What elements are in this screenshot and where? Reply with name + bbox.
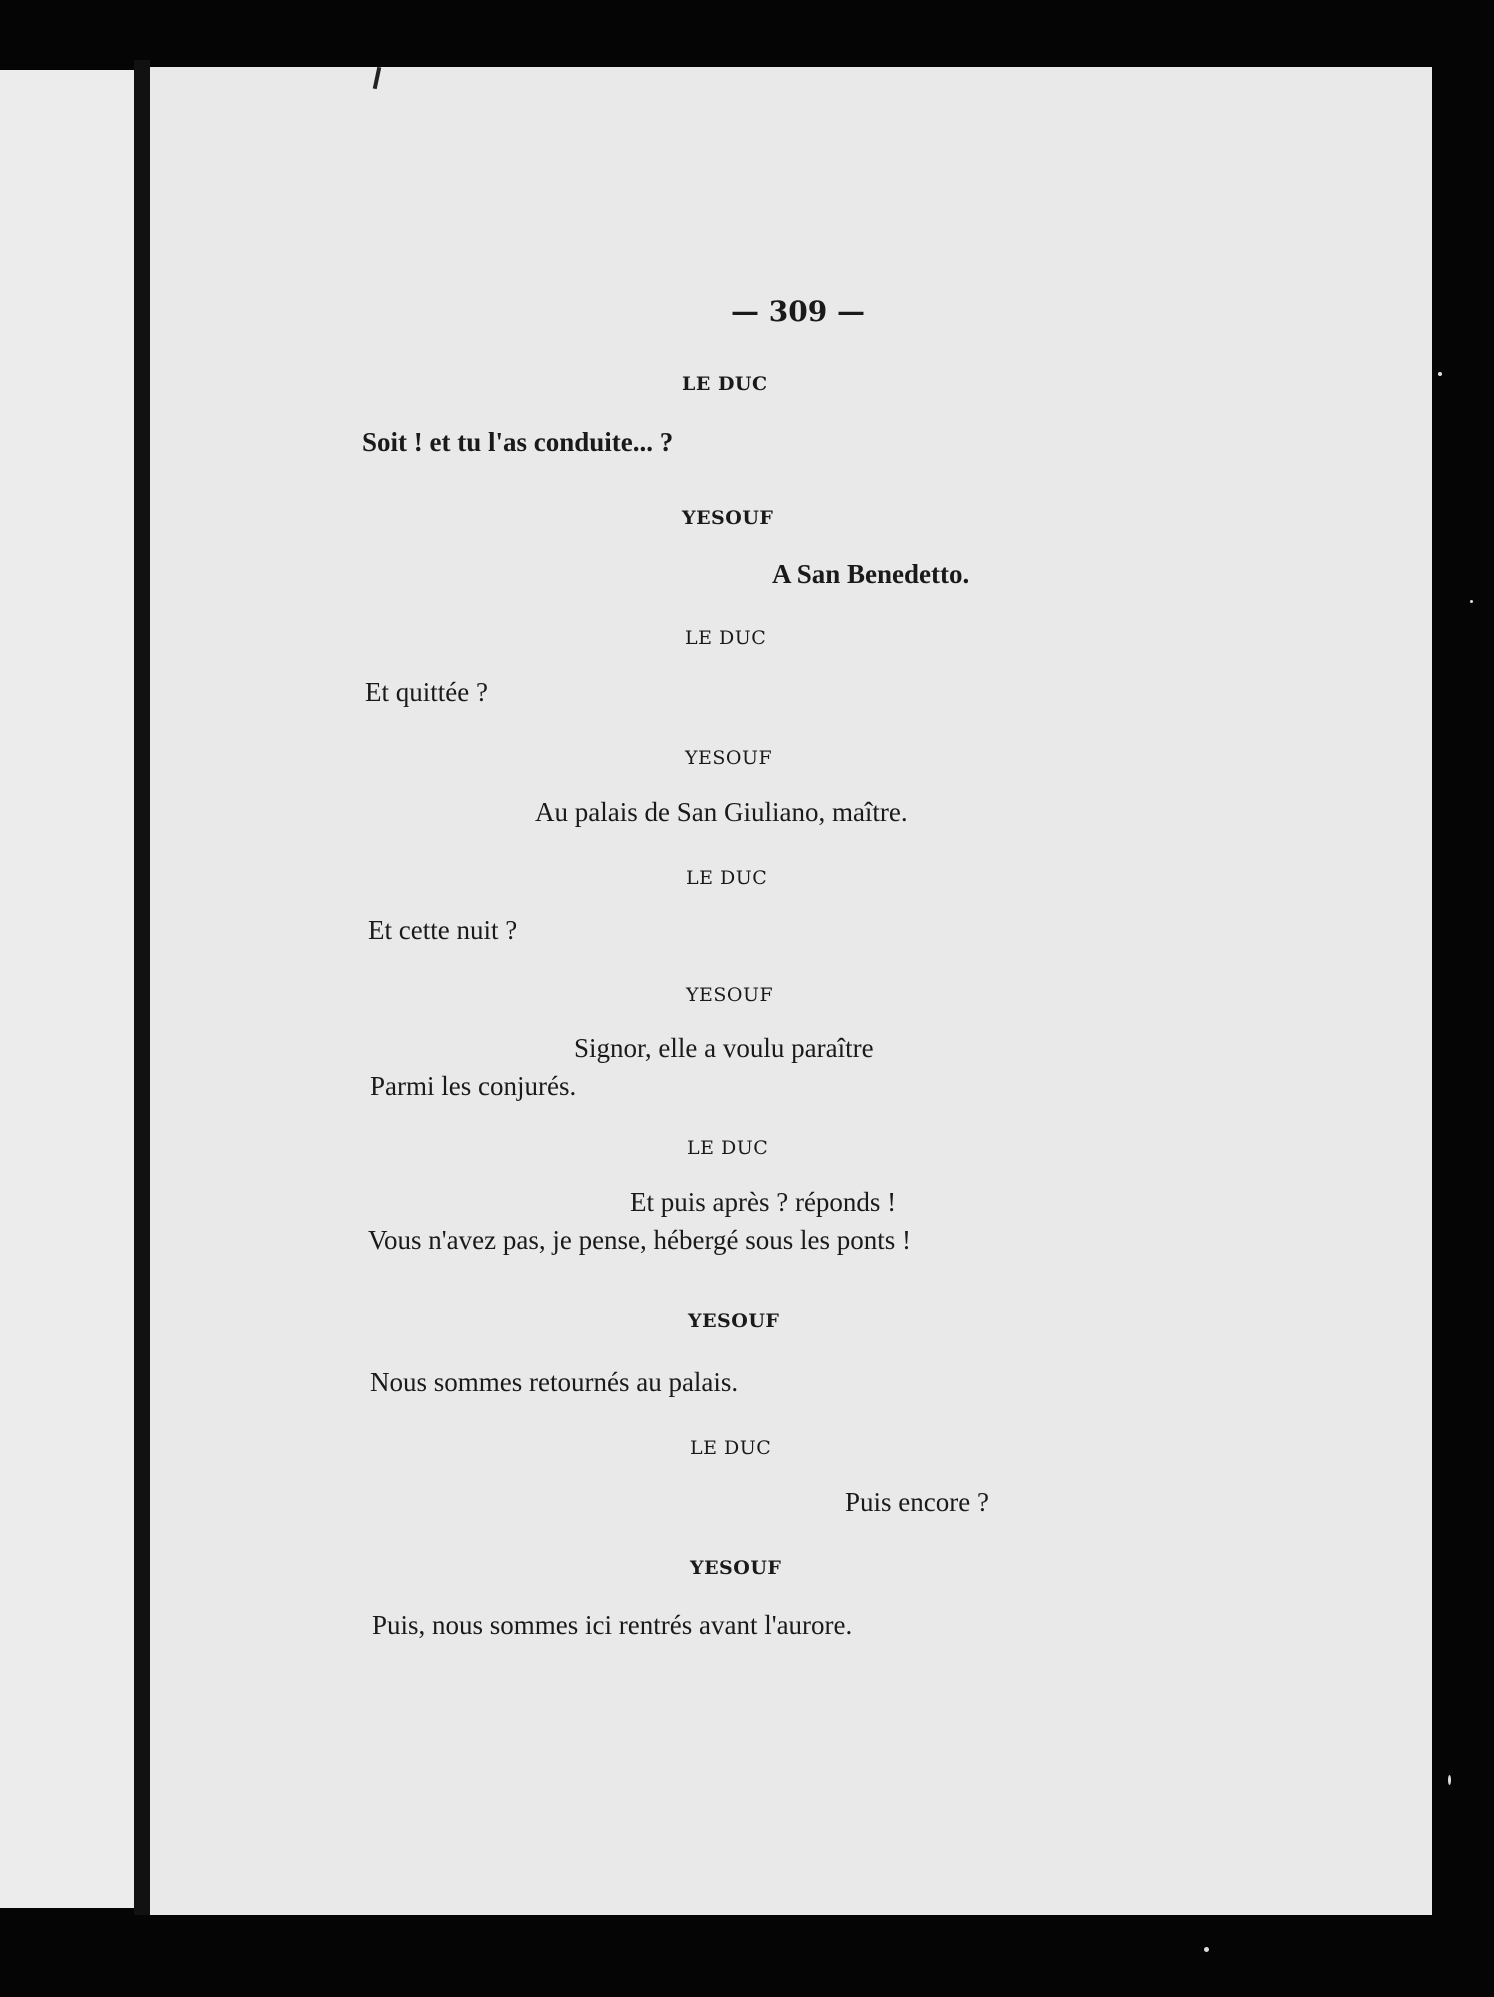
verse-line: Soit ! et tu l'as conduite... ?: [362, 427, 674, 457]
speaker-label: LE DUC: [687, 1137, 769, 1159]
ink-mark: [373, 67, 381, 89]
verse-line: Et cette nuit ?: [368, 915, 518, 945]
dust-speck: [1438, 372, 1442, 376]
verse-line: A San Benedetto.: [772, 559, 970, 589]
page-number: — 309 —: [731, 295, 865, 328]
speaker-label: LE DUC: [690, 1437, 772, 1459]
dust-speck: [1448, 1775, 1451, 1785]
verse-line: Nous sommes retournés au palais.: [370, 1367, 739, 1397]
speaker-label: YESOUF: [686, 984, 774, 1006]
speaker-label: LE DUC: [685, 627, 767, 649]
speaker-label: YESOUF: [682, 507, 774, 529]
speaker-label: YESOUF: [688, 1310, 780, 1332]
facing-page-edge: [0, 70, 134, 1908]
verse-line: Parmi les conjurés.: [370, 1071, 577, 1101]
verse-line: Au palais de San Giuliano, maître.: [535, 797, 908, 827]
verse-line: Puis encore ?: [845, 1487, 989, 1517]
speaker-label: YESOUF: [690, 1557, 782, 1579]
speaker-label: YESOUF: [685, 747, 773, 769]
verse-line: Puis, nous sommes ici rentrés avant l'aurore.: [372, 1610, 853, 1640]
dust-speck: [1204, 1947, 1209, 1952]
verse-line: Signor, elle a voulu paraître: [574, 1033, 874, 1063]
book-binding: [134, 60, 150, 1915]
speaker-label: LE DUC: [682, 373, 768, 395]
book-page: [150, 67, 1432, 1915]
speaker-label: LE DUC: [686, 867, 768, 889]
verse-line: Vous n'avez pas, je pense, hébergé sous les ponts !: [368, 1225, 912, 1255]
dust-speck: [1470, 600, 1473, 603]
verse-line: Et puis après ? réponds !: [630, 1187, 897, 1217]
verse-line: Et quittée ?: [365, 677, 488, 707]
